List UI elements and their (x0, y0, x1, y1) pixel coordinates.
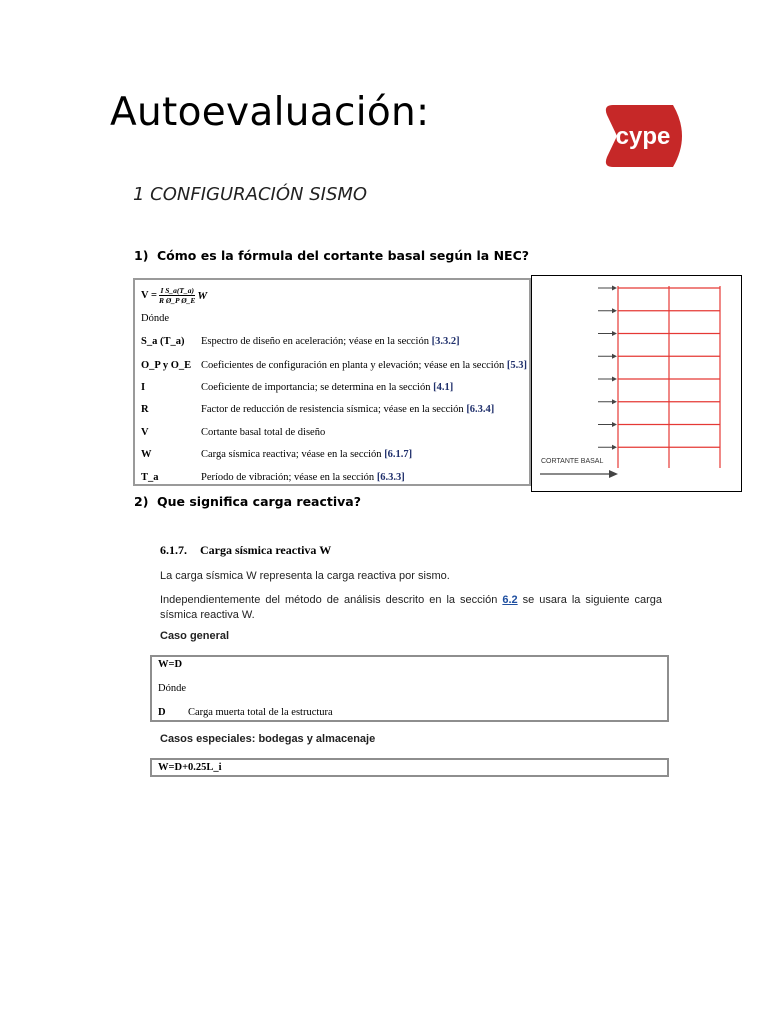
question-number: 1) (134, 248, 149, 263)
formula-lhs: V = (141, 290, 158, 301)
casos-especiales-heading: Casos especiales: bodegas y almacenaje (160, 733, 376, 745)
section-reference: [4.1] (433, 382, 454, 393)
variable-symbol: S_a (T_a) (141, 336, 185, 347)
question-text: Que significa carga reactiva? (157, 494, 361, 509)
arrow-head (612, 354, 617, 359)
excerpt-title (160, 543, 331, 558)
variable-description: Período de vibración; véase en la sección [6.3.3] (201, 472, 405, 483)
section-reference: [3.3.2] (431, 336, 460, 347)
paragraph-text-a: Independientemente del método de análisis descrito en la sección (160, 594, 503, 606)
page-title: Autoevaluación: (110, 90, 430, 135)
formula-rhs: W (197, 289, 208, 302)
variable-symbol: V (141, 427, 149, 438)
section-reference: [6.1.7] (384, 449, 413, 460)
variable-description: Coeficientes de configuración en planta y elevación; véase en la sección [5.3] (201, 360, 527, 371)
arrow-head (612, 399, 617, 404)
formula-variable-row (141, 427, 325, 438)
variable-symbol: T_a (141, 472, 159, 483)
excerpt-number: 6.1.7. (160, 543, 187, 557)
variable-description: Coeficiente de importancia; se determina en la sección [4.1] (201, 382, 454, 393)
question-2 (134, 494, 361, 509)
caso-general-heading: Caso general (160, 630, 230, 642)
excerpt-paragraph-1: La carga sísmica W representa la carga reactiva por sismo. (160, 570, 450, 582)
definition-row (158, 707, 333, 718)
formula-variable-row (141, 382, 453, 393)
definition-text: Carga muerta total de la estructura (188, 707, 333, 718)
variable-description: Factor de reducción de resistencia sísmica; véase en la sección [6.3.4] (201, 404, 495, 415)
equation: W=D (158, 659, 183, 670)
arrow-head (612, 331, 617, 336)
formula-table (133, 278, 531, 486)
arrow-head (609, 470, 618, 478)
formula-donde: Dónde (141, 313, 169, 324)
variable-description: Carga sísmica reactiva; véase en la sección [6.1.7] (201, 449, 413, 460)
formula-variable-row (141, 449, 412, 460)
svg-text:cype: cype (615, 123, 671, 150)
cortante-basal-label: CORTANTE BASAL (541, 458, 604, 465)
formula-numerator: I S_a(T_a) (160, 286, 194, 295)
section-reference: [6.3.4] (466, 404, 495, 415)
question-1 (134, 248, 529, 263)
formula-fraction (159, 286, 195, 305)
variable-symbol: I (141, 382, 146, 393)
question-number: 2) (134, 494, 149, 509)
variable-symbol: O_P y O_E (141, 360, 192, 371)
equation: W=D+0.25L_i (158, 762, 222, 773)
formula-variable-row (141, 336, 460, 347)
variable-symbol: W (141, 449, 152, 460)
arrow-head (612, 286, 617, 291)
arrow-head (612, 377, 617, 382)
variable-symbol: R (141, 404, 149, 415)
formula-variable-row (141, 404, 494, 415)
variable-description: Espectro de diseño en aceleración; véase en la sección [3.3.2] (201, 336, 460, 347)
formula-variable-row (141, 472, 405, 483)
building-frame-diagram (531, 275, 742, 492)
excerpt-paragraph-2 (160, 593, 662, 623)
section-reference: [5.3] (506, 360, 527, 371)
arrow-head (612, 308, 617, 313)
excerpt-title-text: Carga sísmica reactiva W (200, 543, 332, 557)
arrow-head (612, 422, 617, 427)
arrow-head (612, 445, 617, 450)
section-reference: [6.3.3] (376, 472, 405, 483)
question-text: Cómo es la fórmula del cortante basal según la NEC? (157, 248, 529, 263)
cype-logo (603, 99, 691, 173)
casos-especiales-box (150, 758, 669, 777)
definition-symbol: D (158, 707, 166, 718)
section-heading: 1 CONFIGURACIÓN SISMO (133, 184, 368, 205)
section-link[interactable]: 6.2 (502, 594, 518, 606)
carga-reactiva-excerpt (147, 537, 677, 782)
caso-general-box (150, 655, 669, 722)
base-shear-formula (141, 286, 207, 305)
formula-variable-row (141, 360, 527, 371)
formula-denominator: R Ø_P Ø_E (159, 296, 196, 305)
donde-label: Dónde (158, 683, 186, 694)
paragraph-text-b: se usara la siguiente carga sísmica reactiva W. (160, 594, 662, 621)
variable-description: Cortante basal total de diseño (201, 427, 326, 438)
